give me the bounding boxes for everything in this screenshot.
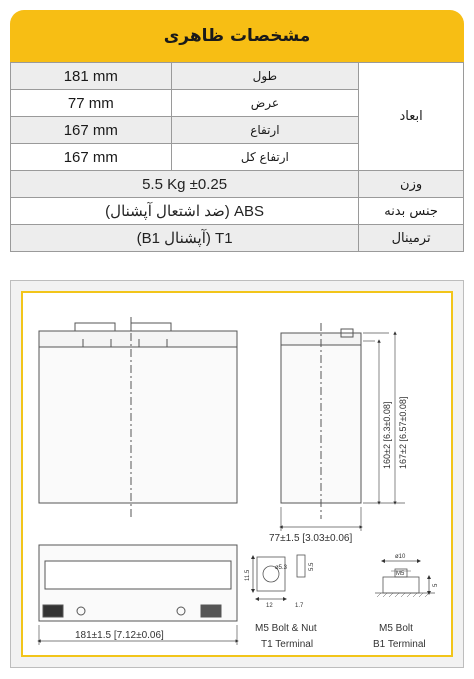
width-dimension: 77±1.5 [3.03±0.06] <box>269 533 353 544</box>
b1-diameter-label: ø10 <box>395 554 406 560</box>
page-title: مشخصات ظاهری <box>163 26 311 46</box>
t1-terminal-detail <box>253 555 305 599</box>
height-value: 167 mm <box>11 117 172 144</box>
weight-label: وزن <box>359 171 464 198</box>
length-value: 181 mm <box>11 63 172 90</box>
t1-terminal-label: T1 Terminal <box>261 639 314 650</box>
height-label: ارتفاع <box>171 117 359 144</box>
t1-offset-label: 5.5 <box>309 562 315 571</box>
b1-name: M5 Bolt <box>379 623 413 634</box>
table-row <box>11 171 464 198</box>
height-dimension: 160±2 [6.3±0.08] <box>382 401 392 469</box>
t1-width-label: 12 <box>266 603 273 609</box>
length-dimension: 181±1.5 [7.12±0.06] <box>75 630 164 641</box>
t1-hole-label: ø5.3 <box>275 565 288 571</box>
technical-drawing-frame <box>10 280 464 668</box>
terminal-label: ترمینال <box>359 225 464 252</box>
t1-thickness-label: 1.7 <box>295 603 304 609</box>
specs-header <box>10 10 464 62</box>
specs-table <box>10 62 464 252</box>
width-value: 77 mm <box>11 90 172 117</box>
weight-value: 5.5 Kg ±0.25 <box>11 171 359 198</box>
dimensions-label: ابعاد <box>359 63 464 171</box>
table-row <box>11 198 464 225</box>
material-value: ABS (ضد اشتعال آپشنال) <box>11 198 359 225</box>
b1-terminal-detail <box>375 561 435 597</box>
technical-drawing-panel <box>21 291 453 657</box>
total-height-dimension: 167±2 [6.57±0.08] <box>398 396 408 469</box>
total-height-value: 167 mm <box>11 144 172 171</box>
technical-drawing <box>23 293 455 659</box>
table-row <box>11 225 464 252</box>
material-label: جنس بدنه <box>359 198 464 225</box>
t1-height-label: 11.5 <box>245 569 251 581</box>
total-height-label: ارتفاع کل <box>171 144 359 171</box>
b1-thread-label: M5 <box>396 571 405 577</box>
front-view <box>39 317 237 519</box>
b1-height-label: 5 <box>433 583 439 587</box>
table-row <box>11 63 464 90</box>
length-label: طول <box>171 63 359 90</box>
b1-terminal-label: B1 Terminal <box>373 639 426 650</box>
t1-name: M5 Bolt & Nut <box>255 623 317 634</box>
terminal-value: T1 (آپشنال B1) <box>11 225 359 252</box>
width-label: عرض <box>171 90 359 117</box>
